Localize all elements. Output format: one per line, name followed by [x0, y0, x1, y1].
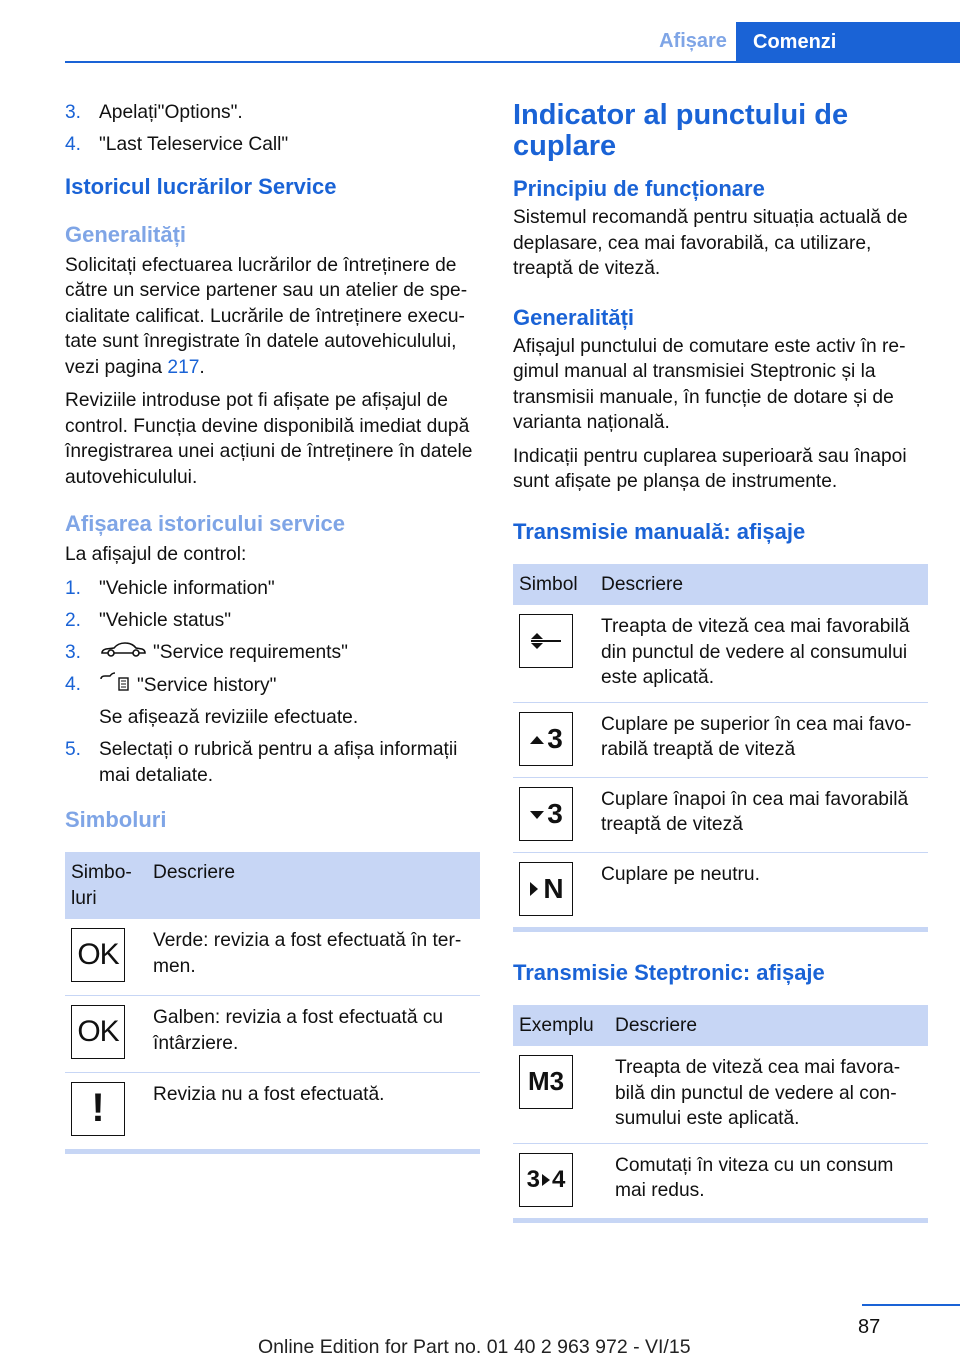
symbols-table: [65, 852, 480, 1149]
steptronic-table: [513, 1005, 928, 1218]
service-history-icon: [99, 672, 131, 700]
table-cell: Cuplare pe neutru.: [601, 863, 760, 885]
gear-label: M3: [527, 1066, 565, 1097]
step-number: 1.: [65, 577, 82, 599]
optimal-gear-icon: [519, 614, 573, 668]
steps-list: [65, 576, 480, 789]
list-item: [65, 608, 480, 634]
table-end-bar: [513, 927, 928, 932]
ok-green-icon: [71, 928, 125, 982]
column-header: Simboluri: [65, 852, 147, 919]
column-header: Descriere: [595, 564, 928, 606]
right-column: [513, 100, 928, 1223]
symbol-text: OK: [77, 1015, 119, 1049]
heading-general: Generalități: [513, 304, 635, 330]
table-row: [65, 1073, 480, 1150]
paragraph-text: Solicitați efectuarea lucrărilor de întreținere de către un service partener sau un atelier de specialitate calificat. Lucrările de întreținere executate sunt înregistrate în datele autovehiculului, vezi pagina: [65, 254, 468, 378]
gear-label: 3: [547, 722, 563, 754]
table-row: [513, 605, 928, 702]
heading-shift-indicator: Indicator al punctului de cuplare: [513, 99, 849, 162]
table-cell: Treapta de viteză cea mai favorabilă din punctul de vedere al consumului este aplicată.: [595, 605, 928, 702]
paragraph-general: Afișajul punctului de comutare este activ în regimul manual al transmisiei Steptronic și la transmisii manuale, în funcție de dotare și de varianta națională.: [513, 335, 906, 433]
heading-display-history: Afișarea istoricului service: [65, 511, 346, 536]
step-subtext: Se afișează reviziile efectuate.: [99, 707, 359, 729]
table-row: [513, 777, 928, 852]
paragraph-control-display: La afișajul de control:: [65, 544, 247, 565]
heading-steptronic: Transmisie Steptronic: afișaje: [513, 959, 825, 985]
column-header: Descriere: [609, 1005, 928, 1047]
heading-manual-transmission: Transmisie manuală: afișaje: [513, 518, 806, 544]
table-row: [513, 1143, 928, 1218]
car-icon: [99, 640, 147, 666]
list-item: [65, 640, 480, 666]
table-cell: Galben: revizia a fost efectuată cu întârziere.: [147, 996, 480, 1073]
gear-label: 4: [552, 1165, 566, 1193]
table-row: [513, 702, 928, 777]
paragraph-principle: Sistemul recomandă pentru situația actuală de deplasare, cea mai favorabilă, ca utilizare, treaptă de viteză.: [513, 207, 908, 279]
table-header-row: [513, 1005, 928, 1047]
table-cell: Treapta de viteză cea mai favorabilă din punctul de vedere al consumului este aplicată.: [609, 1046, 928, 1143]
table-row: [513, 1046, 928, 1143]
step-number: 2.: [65, 609, 82, 631]
paragraph-text: .: [199, 356, 205, 378]
step-number: 4.: [65, 673, 82, 695]
step-text: "Last Teleservice Call": [99, 134, 289, 155]
table-cell: Cuplare pe superior în cea mai favorabilă treaptă de viteză: [595, 702, 928, 777]
table-row: [65, 919, 480, 996]
exclamation-icon: [71, 1082, 125, 1136]
table-end-bar: [65, 1149, 480, 1154]
step-number: 4.: [65, 134, 82, 155]
table-cell: Verde: revizia a fost efectuată în termen.: [147, 919, 480, 996]
heading-general: Generalități: [65, 221, 187, 247]
table-header-row: [65, 852, 480, 919]
downshift-3-icon: [519, 787, 573, 841]
step-text: Apelați"Options".: [99, 102, 243, 123]
list-item: [65, 672, 480, 731]
upshift-3-icon: [519, 712, 573, 766]
gear-label: 3: [547, 797, 563, 829]
manual-table: [513, 564, 928, 927]
header-section-tab[interactable]: Afișare: [659, 30, 727, 52]
top-steps-list: [65, 100, 480, 158]
table-row: [513, 852, 928, 927]
page-number-rule: [862, 1304, 960, 1306]
table-cell: Revizia nu a fost efectuată.: [153, 1084, 385, 1106]
gear-label: N: [543, 872, 564, 904]
column-header: Simbol: [513, 564, 595, 606]
column-header: Descriere: [147, 852, 480, 919]
header-chapter-tab[interactable]: Comenzi: [736, 22, 960, 62]
table-end-bar: [513, 1218, 928, 1223]
step-text: "Vehicle information": [99, 577, 275, 599]
table-cell: Cuplare înapoi în cea mai favorabilă treaptă de viteză: [595, 777, 928, 852]
symbol-text: OK: [77, 938, 119, 972]
table-row: [65, 996, 480, 1073]
list-item: [65, 737, 480, 788]
heading-service-history: Istoricul lucrărilor Service: [65, 173, 337, 199]
heading-symbols: Simboluri: [65, 807, 167, 833]
step-number: 3.: [65, 102, 82, 123]
table-header-row: [513, 564, 928, 606]
step-number: 3.: [65, 641, 82, 663]
paragraph-service-intro: [65, 253, 480, 381]
neutral-n-icon: [519, 862, 573, 916]
paragraph-indications: Indicații pentru cuplarea superioară sau înapoi sunt afișate pe planșa de instrumente.: [513, 445, 907, 492]
symbol-text: !: [91, 1086, 105, 1131]
step-text: "Service requirements": [153, 641, 348, 663]
list-item: [65, 132, 480, 158]
list-item: [65, 100, 480, 126]
shift-3-to-4-icon: [519, 1153, 573, 1207]
heading-principle: Principiu de funcționare: [513, 176, 765, 201]
step-text: "Service history": [137, 674, 277, 696]
ok-yellow-icon: [71, 1005, 125, 1059]
step-number: 5.: [65, 739, 82, 761]
footer-edition-text: Online Edition for Part no. 01 40 2 963 972 - VI/15: [258, 1336, 691, 1358]
left-column: [65, 100, 480, 1154]
paragraph-service-display: Reviziile introduse pot fi afișate pe afișajul de control. Funcția devine disponibilă imediat după înregistrarea unei acțiuni de întreținere în datele autovehiculului.: [65, 390, 473, 488]
page-number: 87: [858, 1316, 881, 1338]
table-cell: Comutați în viteza cu un consum mai redus.: [615, 1154, 894, 1201]
page-link[interactable]: 217: [167, 356, 200, 378]
step-text: "Vehicle status": [99, 609, 232, 631]
m3-icon: [519, 1055, 573, 1109]
step-text: Selectați o rubrică pentru a afișa informații mai detaliate.: [99, 739, 458, 786]
gear-label: 3: [526, 1165, 540, 1193]
column-header: Exemplu: [513, 1005, 609, 1047]
list-item: [65, 576, 480, 602]
